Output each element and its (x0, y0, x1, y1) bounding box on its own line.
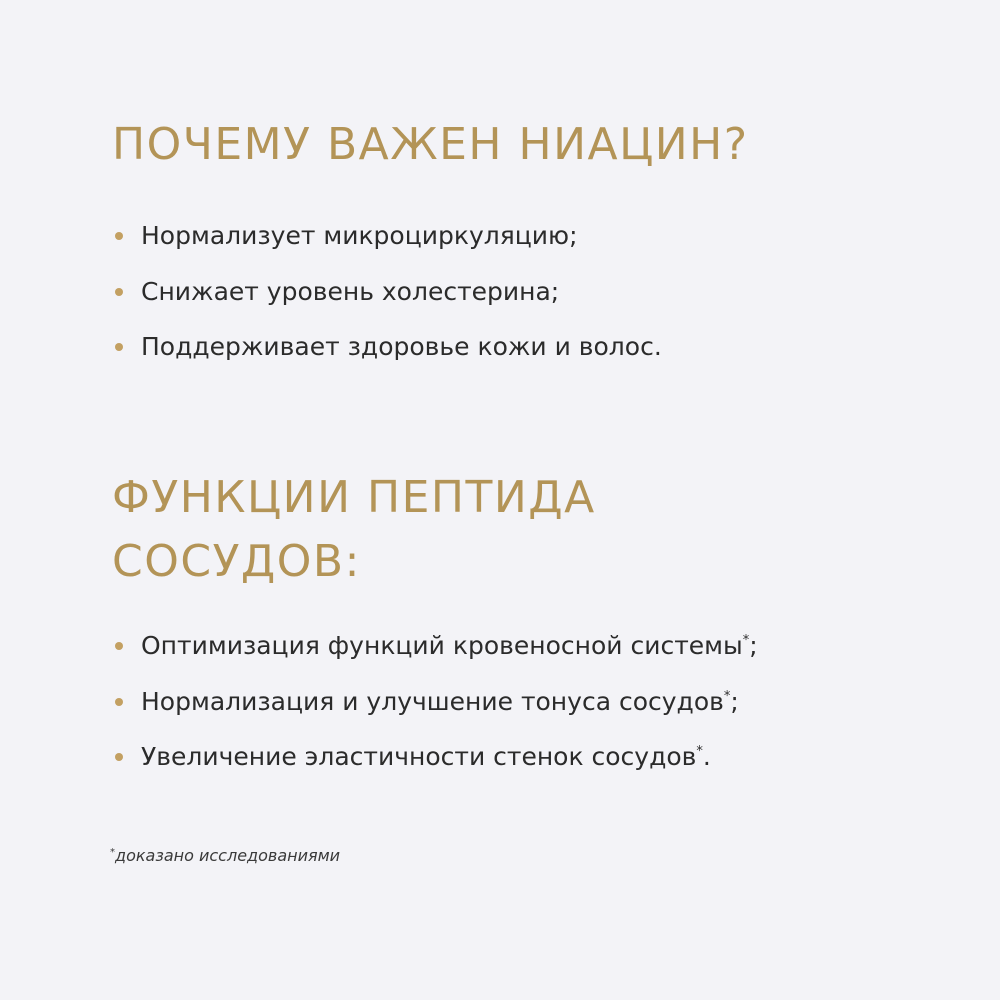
asterisk-mark: * (742, 633, 750, 648)
niacin-heading: ПОЧЕМУ ВАЖЕН НИАЦИН? (112, 119, 749, 170)
list-item (112, 731, 758, 787)
list-item (112, 266, 662, 322)
peptide-functions-list (112, 620, 758, 787)
list-item-text: Оптимизация функций кровеносной системы (141, 631, 743, 660)
list-item-end: ; (730, 686, 739, 716)
list-item-text: Увеличение эластичности стенок сосудов (141, 742, 697, 771)
list-item (112, 676, 758, 732)
bullet-icon (115, 753, 123, 761)
bullet-icon (115, 698, 123, 706)
list-item-text: Снижает уровень холестерина; (141, 276, 560, 306)
peptide-heading-line2: СОСУДОВ: (112, 536, 361, 587)
list-item-text: Поддерживает здоровье кожи и волос. (141, 332, 662, 361)
list-item-end: ; (749, 631, 758, 660)
list-item-text: Нормализация и улучшение тонуса сосудов (141, 686, 724, 716)
asterisk-mark: * (696, 744, 703, 759)
peptide-heading-line1: ФУНКЦИИ ПЕПТИДА (112, 472, 596, 523)
peptide-heading (112, 466, 596, 594)
asterisk-mark: * (723, 688, 731, 704)
bullet-icon (115, 642, 123, 650)
list-item-text: Нормализует микроциркуляцию; (141, 221, 578, 250)
footnote-asterisk: * (110, 847, 115, 858)
footnote-text: доказано исследованиями (115, 846, 341, 865)
bullet-icon (115, 343, 123, 351)
list-item-end: . (702, 742, 711, 771)
bullet-icon (115, 288, 123, 296)
list-item (112, 620, 758, 676)
niacin-benefits-list (112, 210, 662, 377)
footnote (110, 846, 340, 865)
list-item (112, 321, 662, 377)
list-item (112, 210, 662, 266)
bullet-icon (115, 232, 123, 240)
